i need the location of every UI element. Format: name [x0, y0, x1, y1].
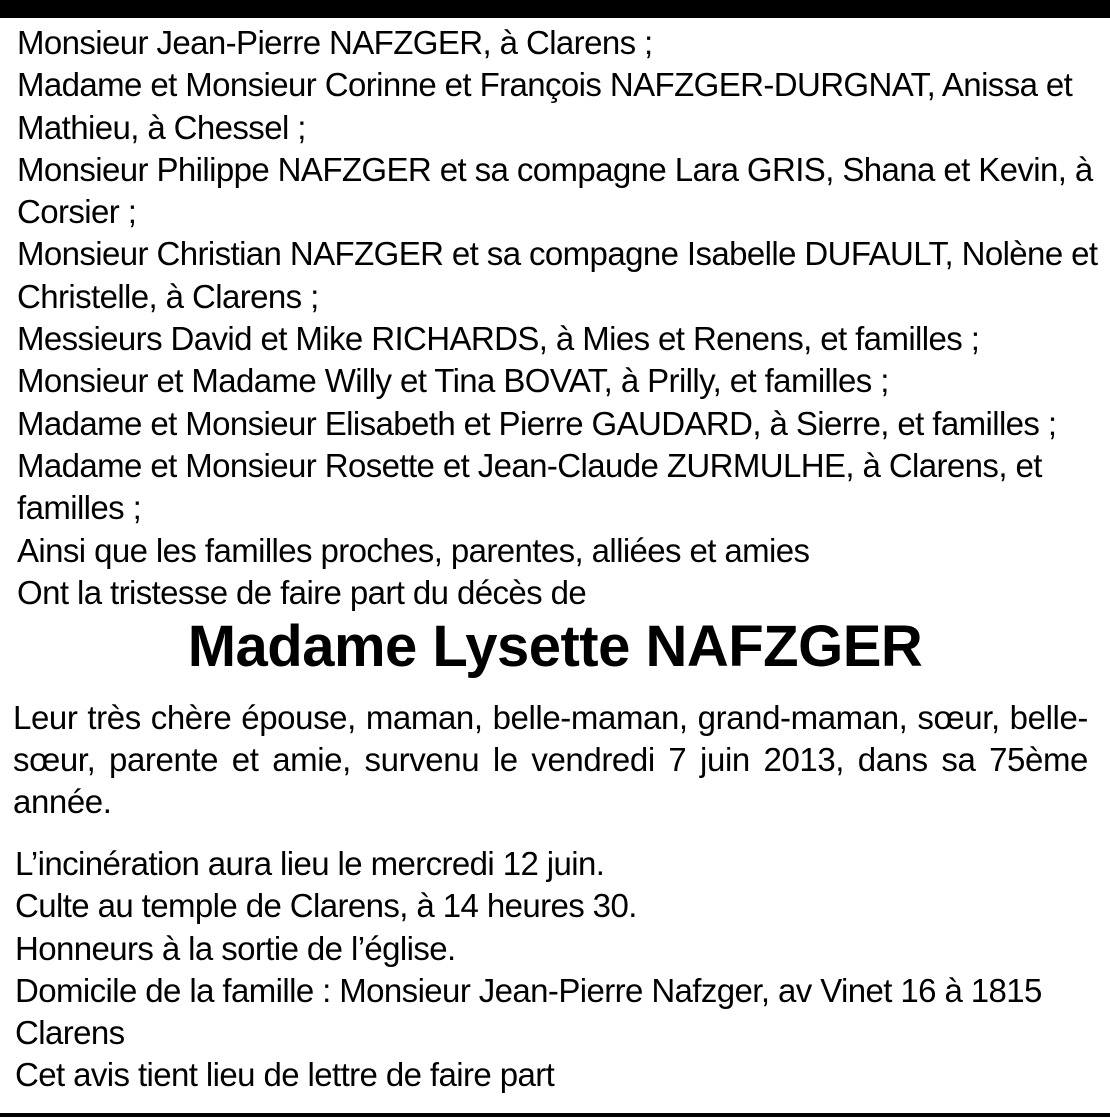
details-line: Clarens	[15, 1014, 125, 1052]
family-line: Monsieur Philippe NAFZGER et sa compagne Lara GRIS, Shana et Kevin, à	[17, 150, 1093, 188]
top-border-rule	[0, 0, 1110, 18]
family-line: Corsier ;	[17, 193, 137, 231]
details-line: L’incinération aura lieu le mercredi 12 juin.	[15, 845, 605, 882]
bottom-border-rule	[0, 1113, 1110, 1117]
details-line: Honneurs à la sortie de l’église.	[15, 929, 456, 967]
family-list	[17, 22, 1107, 614]
family-line: Ont la tristesse de faire part du décès de	[17, 573, 587, 611]
family-line: Mathieu, à Chessel ;	[17, 108, 306, 146]
family-line: Monsieur et Madame Willy et Tina BOVAT, à Prilly, et familles ;	[17, 362, 889, 400]
family-line: Christelle, à Clarens ;	[17, 277, 319, 315]
family-line: Madame et Monsieur Rosette et Jean-Claude ZURMULHE, à Clarens, et	[17, 446, 1042, 484]
family-line: Ainsi que les familles proches, parentes, alliées et amies	[17, 531, 810, 569]
deceased-name: Madame Lysette NAFZGER	[187, 614, 923, 679]
details-line: Culte au temple de Clarens, à 14 heures 30.	[15, 887, 637, 925]
family-line: Monsieur Jean-Pierre NAFZGER, à Clarens ;	[17, 24, 653, 61]
details-line: Domicile de la famille : Monsieur Jean-Pierre Nafzger, av Vinet 16 à 1815	[15, 971, 1042, 1009]
family-line: Monsieur Christian NAFZGER et sa compagne Isabelle DUFAULT, Nolène et	[17, 235, 1098, 273]
details-line: Cet avis tient lieu de lettre de faire part	[15, 1056, 555, 1094]
family-line: familles ;	[17, 489, 142, 527]
family-line: Messieurs David et Mike RICHARDS, à Mies et Renens, et familles ;	[17, 320, 980, 358]
ceremony-details	[15, 843, 1105, 1097]
tribute-paragraph: Leur très chère épouse, maman, belle-maman, grand-maman, sœur, belle-sœur, parente et amie, survenu le vendredi 7 juin 2013, dans sa 75ème année.	[13, 699, 1088, 820]
family-line: Madame et Monsieur Corinne et François NAFZGER-DURGNAT, Anissa et	[17, 66, 1073, 104]
family-line: Madame et Monsieur Elisabeth et Pierre GAUDARD, à Sierre, et familles ;	[17, 404, 1057, 442]
